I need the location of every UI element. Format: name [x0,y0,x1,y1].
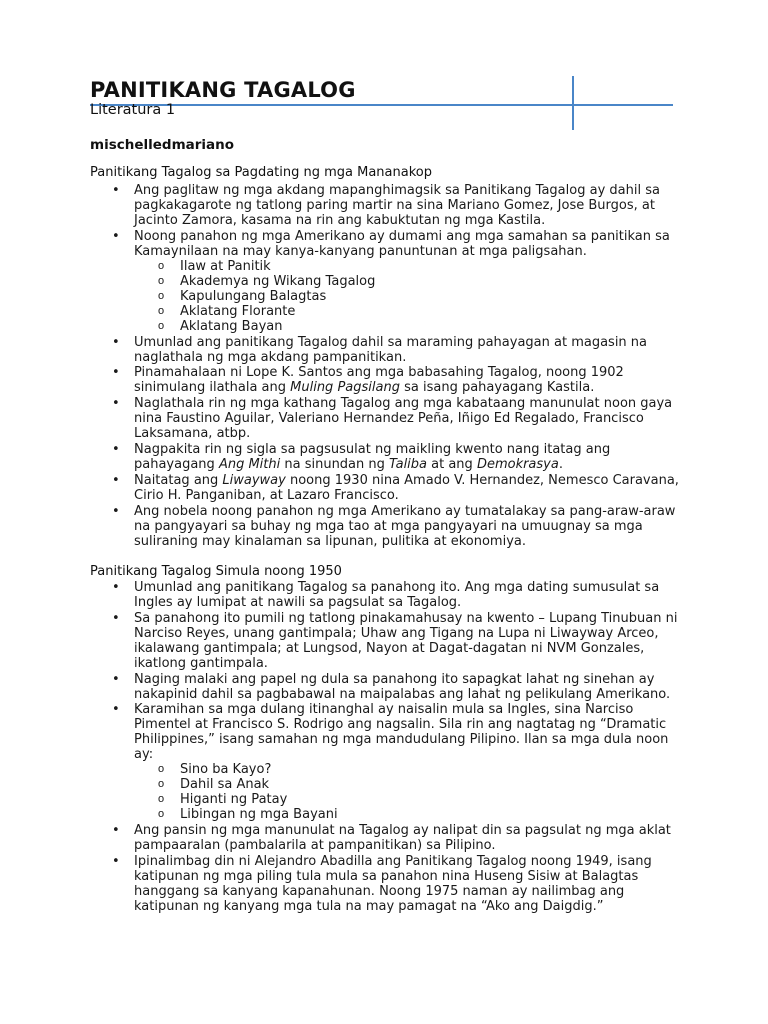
document-author: mischelledmariano [90,137,235,153]
list-item: • Sa panahong ito pumili ng tatlong pinakamahusay na kwento – Lupang Tinubuan ni Narciso Reyes, unang gantimpala; Uhaw ang Tigang na Lupa ni Liwayway Arceo, ikalawang gantimpala; at Lungsod, Nayon at Dagat-dagatan ni NVM Gonzales, ikatlong gantimpala. [90,611,690,671]
list-item: • Ang paglitaw ng mga akdang mapanghimagsik sa Panitikang Tagalog ay dahil sa pagkakagarote ng tatlong paring martir na sina Mariano Gomez, Jose Burgos, at Jacinto Zamora, kasama na rin ang kabuktutan ng mga Kastila. [90,183,690,228]
sub-list-item: o Higanti ng Patay [134,792,690,807]
sub-list-item: o Sino ba Kayo? [134,762,690,777]
list-item [90,442,690,472]
sub-list-item: o Aklatang Bayan [134,319,690,334]
sub-list [134,762,690,822]
text-run: na sinundan ng [280,456,390,472]
text-run: noong 1930 nina Amado V. Hernandez, Nemesco Caravana, Cirio H. Panganiban, at Lazaro Francisco. [134,472,679,503]
list-item-text: Noong panahon ng mga Amerikano ay dumami ang mga samahan sa panitikan sa Kamaynilaan na may kanya-kanyang panuntunan at mga paligsahan. [134,228,670,259]
document-subtitle: Literatura 1 [90,102,176,118]
text-run: . [558,456,563,472]
italic-title: Ang Mithi [218,456,281,472]
sub-list-item: o Aklatang Florante [134,304,690,319]
italic-title: Liwayway [222,472,286,488]
sub-list-item: o Ilaw at Panitik [134,259,690,274]
sub-list-item: o Akademya ng Wikang Tagalog [134,274,690,289]
section-2-list [90,580,690,915]
sub-list [134,259,690,334]
list-item: • Umunlad ang panitikang Tagalog dahil sa maraming pahayagan at magasin na naglathala ng mga akdang pampanitikan. [90,335,690,365]
list-item [90,229,690,334]
italic-title: Demokrasya [476,456,559,472]
text-run: Pinamahalaan ni Lope K. Santos ang mga babasahing Tagalog, noong 1902 sinimulang ilathala ang [134,365,624,396]
list-item: • Ang nobela noong panahon ng mga Amerikano ay tumatalakay sa pang-araw-araw na pangyayari sa buhay ng mga tao at mga pangyayari na umuugnay sa mga suliraning may kinalaman sa lipunan, pulitika at ekonomiya. [90,504,690,549]
header-horizontal-rule [90,104,673,106]
section-heading-1: Panitikang Tagalog sa Pagdating ng mga Mananakop [90,165,432,180]
list-item-text: Karamihan sa mga dulang itinanghal ay naisalin mula sa Ingles, sina Narciso Pimentel at Francisco S. Rodrigo ang nagsalin. Sila rin ang nagtatag ng “Dramatic Philippines,” isang samahan ng mga mandudulang Pilipino. Ilan sa mga dula noon ay: [134,702,669,763]
list-item [90,365,690,395]
list-item [90,702,690,822]
section-1-list [90,183,690,549]
list-item: • Naglathala rin ng mga kathang Tagalog ang mga kabataang manunulat noon gaya nina Faustino Aguilar, Valeriano Hernandez Peña, Iñigo Ed Regalado, Francisco Laksamana, atbp. [90,396,690,441]
header-vertical-rule [572,76,574,130]
document-title: PANITIKANG TAGALOG [90,78,356,102]
text-run: Naitatag ang [134,472,223,488]
italic-title: Taliba [389,456,428,472]
sub-list-item: o Kapulungang Balagtas [134,289,690,304]
text-run: sa isang pahayagang Kastila. [399,380,595,396]
italic-title: Muling Pagsilang [290,380,400,396]
list-item [90,473,690,503]
list-item: • Umunlad ang panitikang Tagalog sa panahong ito. Ang mga dating sumusulat sa Ingles ay lumipat at nawili sa pagsulat sa Tagalog. [90,580,690,610]
section-heading-2: Panitikang Tagalog Simula noong 1950 [90,564,342,579]
list-item: • Naging malaki ang papel ng dula sa panahong ito sapagkat lahat ng sinehan ay nakapinid dahil sa pagbabawal na maipalabas ang lahat ng pelikulang Amerikano. [90,672,690,702]
sub-list-item: o Dahil sa Anak [134,777,690,792]
list-item: • Ang pansin ng mga manunulat na Tagalog ay nalipat din sa pagsulat ng mga aklat pampaaralan (pambalarila at pampanitikan) sa Pilipino. [90,823,690,853]
text-run: Nagpakita rin ng sigla sa pagsusulat ng maikling kwento nang itatag ang pahayagang [134,441,611,472]
list-item: • Ipinalimbag din ni Alejandro Abadilla ang Panitikang Tagalog noong 1949, isang katipunan ng mga piling tula mula sa panahon nina Huseng Sisiw at Balagtas hanggang sa kanyang kapanahunan. Noong 1975 naman ay nailimbag ang katipunan ng kanyang mga tula na may pamagat na “Ako ang Daigdig.” [90,854,690,914]
text-run: at ang [427,456,477,472]
sub-list-item: o Libingan ng mga Bayani [134,807,690,822]
